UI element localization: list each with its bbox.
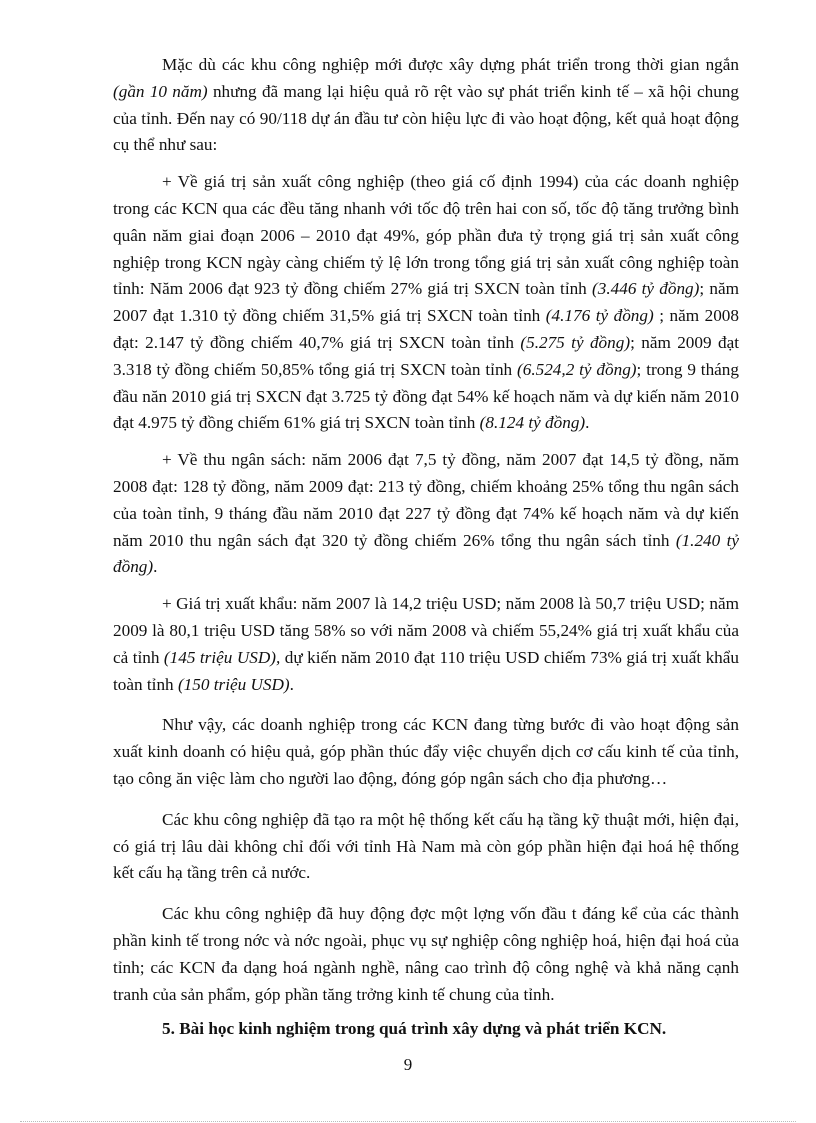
footer-rule (20, 1121, 796, 1122)
paragraph-infrastructure (113, 807, 739, 887)
italic-figure: (145 triệu USD), (163, 647, 281, 667)
italic-figure: (gần 10 năm) (113, 81, 208, 101)
page-number: 9 (403, 1055, 413, 1074)
text-run: ; trong 9 tháng đầu năn 2010 giá trị SXCN đạt 3.725 tỷ đồng đạt 54% kế hoạch năm và dự kiến năm 2010 đạt 4.975 tỷ đồng chiếm 61% giá trị SXCN toàn tỉnh (113, 359, 739, 433)
text-run: ; năm 2007 đạt 1.310 tỷ đồng chiếm 31,5% giá trị SXCN toàn tỉnh (113, 279, 739, 326)
paragraph-industrial-output (113, 169, 739, 437)
text-run: + Giá trị xuất khẩu: năm 2007 là 14,2 triệu USD; năm 2008 là 50,7 triệu USD; năm 2009 là 80,1 triệu USD tăng 58% so với năm 2008 và chiếm 55,24% giá trị xuất khẩu của cả tỉnh (113, 594, 739, 667)
paragraph-intro (113, 52, 739, 159)
paragraph-summary (113, 712, 739, 792)
text-run: Mặc dù các khu công nghiệp mới được xây dựng phát triển trong thời gian ngắn (162, 55, 739, 74)
text-run: . (585, 413, 590, 433)
text-run: Như vậy, các doanh nghiệp trong các KCN đang từng bước đi vào hoạt động sản xuất kinh doanh có hiệu quả, góp phần thúc đẩy việc chuyển dịch cơ cấu kinh tế của tỉnh, tạo công ăn việc làm cho người lao động, đóng góp ngân sách cho địa phương… (113, 715, 739, 788)
italic-figure: (3.446 tỷ đồng) (592, 279, 700, 299)
text-run: . (289, 674, 294, 694)
italic-figure: (1.240 tỷ đồng) (113, 530, 740, 577)
italic-figure: (4.176 tỷ đồng) (545, 306, 654, 326)
text-run: . (153, 557, 158, 577)
text-run: + Về thu ngân sách: năm 2006 đạt 7,5 tỷ đồng, năm 2007 đạt 14,5 tỷ đồng, năm 2008 đạt: 128 tỷ đồng, năm 2009 đạt: 213 tỷ đồng, chiếm khoảng 25% tổng thu ngân sách của toàn tỉnh, 9 tháng đầu năm 2010 đạt 227 tỷ đồng đạt 74% kế hoạch năm và dự kiến năm 2010 thu ngân sách đạt 320 tỷ đồng chiếm 26% tổng thu ngân sách tỉnh (113, 450, 739, 550)
paragraph-budget-revenue (113, 447, 739, 581)
text-run: Các khu công nghiệp đã huy động đợc một lợng vốn đầu t đáng kể của các thành phần kinh tế trong nớc và nớc ngoài, phục vụ sự nghiệp công nghiệp hoá, hiện đại hoá của tỉnh; các KCN đa dạng hoá ngành nghề, nâng cao trình độ công nghệ và khả năng cạnh tranh của sản phẩm, góp phần tăng trởng kinh tế chung của tỉnh. (113, 904, 739, 1004)
paragraph-investment (113, 901, 739, 1008)
text-run: dự kiến năm 2010 đạt 110 triệu USD chiếm 73% giá trị xuất khẩu toàn tỉnh (113, 647, 740, 694)
text-run: ; năm 2008 đạt: 2.147 tỷ đồng chiếm 40,7% giá trị SXCN toàn tỉnh (113, 306, 739, 352)
section-heading: 5. Bài học kinh nghiệm trong quá trình xây dựng và phát triển KCN. (162, 1019, 667, 1039)
text-run: + Về giá trị sản xuất công nghiệp (theo giá cố định 1994) của các doanh nghiệp trong các KCN qua các đều tăng nhanh với tốc độ trên hai con số, tốc độ tăng trưởng bình quân năm giai đoạn 2006 – 2010 đạt 49%, góp phần đưa tỷ trọng giá trị sản xuất công nghiệp trong KCN ngày càng chiếm tỷ lệ lớn trong tổng giá trị sản xuất công nghiệp toàn tỉnh: Năm 2006 đạt 923 tỷ đồng chiếm 27% giá trị SXCN toàn tỉnh (113, 172, 739, 299)
italic-figure: (5.275 tỷ đồng) (520, 332, 631, 352)
text-run: Các khu công nghiệp đã tạo ra một hệ thống kết cấu hạ tầng kỹ thuật mới, hiện đại, có giá trị lâu dài không chỉ đối với tỉnh Hà Nam mà còn góp phần hiện đại hoá hệ thống kết cấu hạ tầng trên cả nước. (113, 809, 739, 883)
italic-figure: (6.524,2 tỷ đồng) (517, 359, 637, 379)
italic-figure: (150 triệu USD) (177, 674, 290, 694)
text-run: ; năm 2009 đạt 3.318 tỷ đồng chiếm 50,85% tổng giá trị SXCN toàn tỉnh (113, 332, 739, 379)
italic-figure: (8.124 tỷ đồng) (479, 413, 586, 433)
document-body (113, 52, 739, 1053)
text-run: nhưng đã mang lại hiệu quả rõ rệt vào sự phát triển kinh tế – xã hội chung của tỉnh. Đến nay có 90/118 dự án đầu tư còn hiệu lực đi vào hoạt động, kết quả hoạt động cụ thể như sau: (113, 81, 739, 155)
paragraph-export-value (113, 591, 739, 698)
